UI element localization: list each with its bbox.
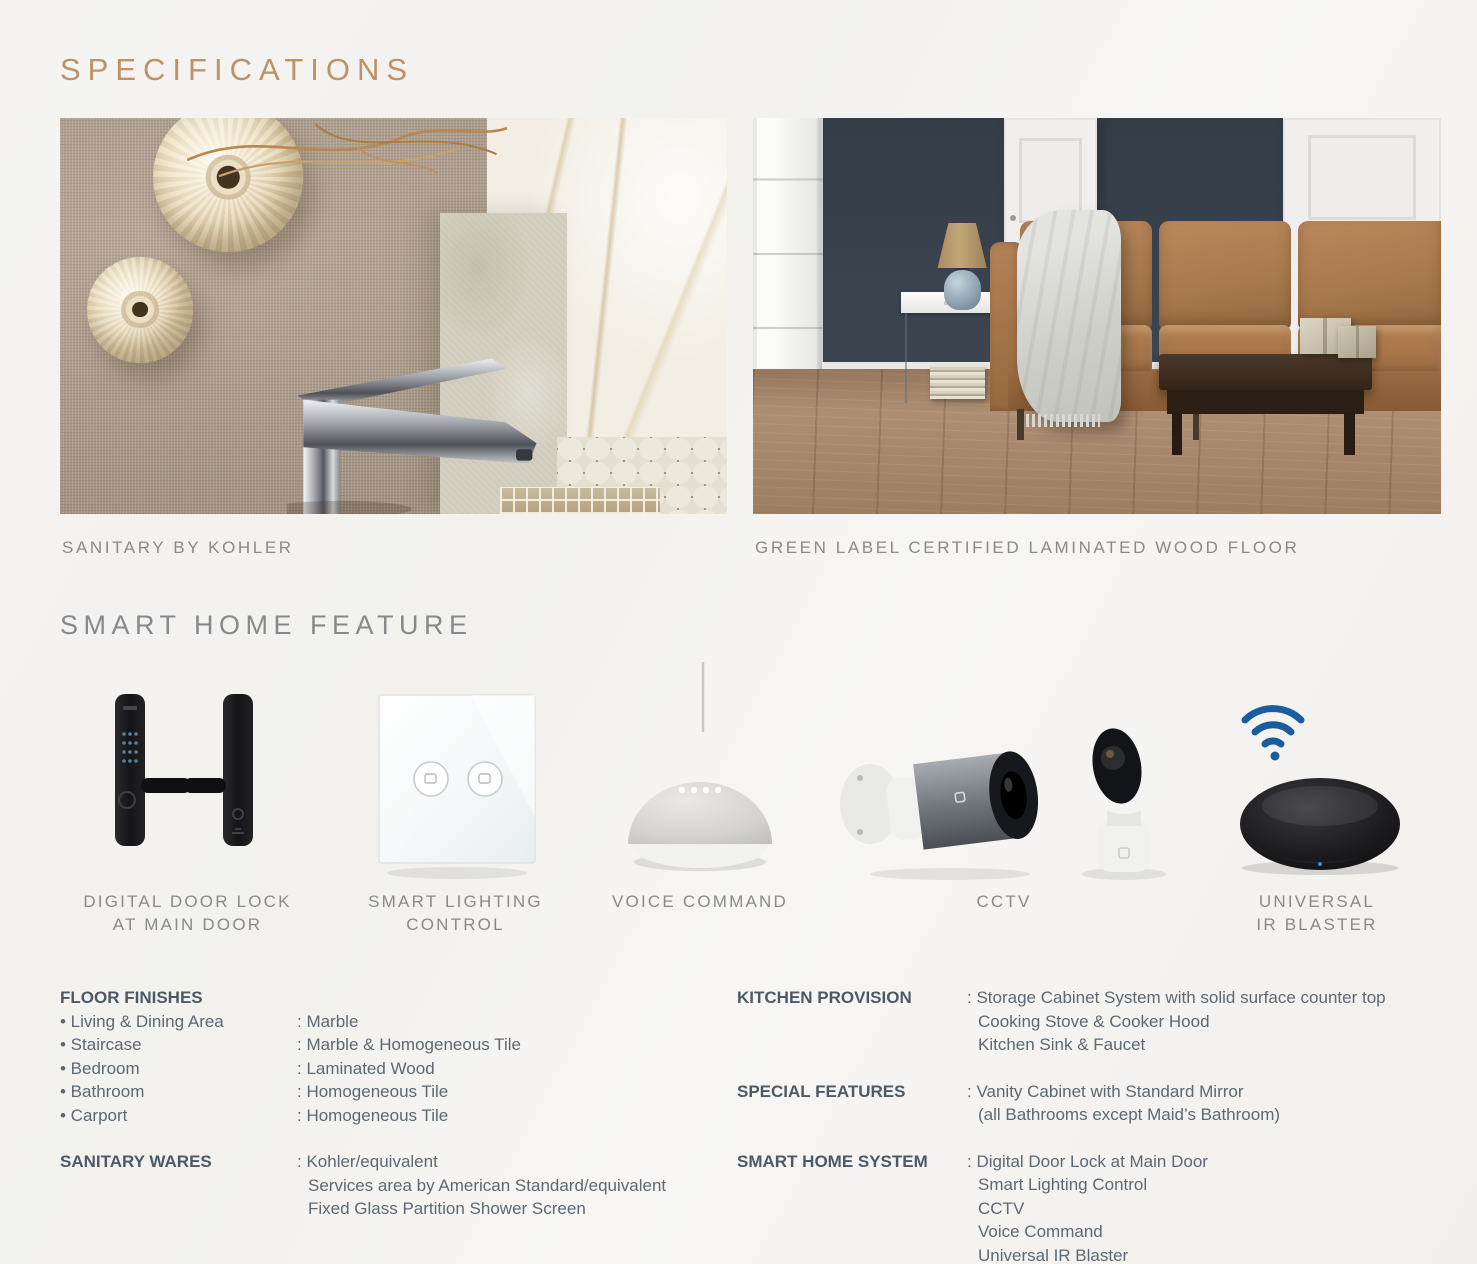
section-heading: FLOOR FINISHES [60,988,203,1007]
spec-line: : Storage Cabinet System with solid surface counter top [967,988,1386,1007]
caption-sanitary: SANITARY BY KOHLER [62,538,294,557]
label-line: VOICE COMMAND [612,892,788,911]
spec-line: : Kohler/equivalent [297,1152,438,1171]
kitchen-provision-section [737,986,1467,1057]
product-label [55,890,320,936]
product-door-lock [55,650,320,936]
door-lock-icon [55,650,320,882]
smart-home-heading: SMART HOME FEATURE [60,610,473,640]
section-heading: SMART HOME SYSTEM [737,1151,928,1171]
light-switch-icon [348,650,563,882]
dome-camera-illustration [1069,702,1179,882]
page-title: SPECIFICATIONS [60,52,415,87]
ir-blaster-illustration [1217,682,1417,882]
product-smart-speaker [585,650,815,913]
special-features-section [737,1080,1467,1127]
spec-line: Voice Command [978,1222,1103,1241]
spec-value: : Homogeneous Tile [297,1105,449,1125]
spec-value: : Marble [297,1011,359,1031]
ceramic-vase-small [87,257,193,363]
spec-line: Cooking Stove & Cooker Hood [978,1011,1210,1031]
label-line: CONTROL [406,915,505,934]
decorative-twigs [187,118,507,193]
spec-line: Smart Lighting Control [978,1175,1148,1194]
smart-speaker-illustration [595,662,805,882]
label-line: SMART LIGHTING [368,892,543,911]
photo-sanitary [60,118,727,514]
door-lock-illustration [63,682,313,882]
spec-value: : Laminated Wood [297,1058,435,1078]
light-switch-illustration [361,687,551,882]
spec-line: : Vanity Cabinet with Standard Mirror [967,1081,1244,1101]
label-line: AT MAIN DOOR [112,915,263,934]
sanitary-wares-section [60,1150,710,1221]
bullet-camera-illustration [830,712,1055,882]
product-label [828,890,1180,913]
section-heading: SPECIAL FEATURES [737,1081,906,1101]
product-label [348,890,563,936]
label-line: CCTV [976,892,1032,911]
spec-line: Kitchen Sink & Faucet [978,1035,1146,1054]
chrome-faucet [287,344,594,514]
spec-line: Universal IR Blaster [978,1245,1129,1264]
section-heading: KITCHEN PROVISION [737,988,912,1007]
section-heading: SANITARY WARES [60,1152,212,1171]
ir-blaster-icon [1212,650,1422,882]
product-cctv [828,650,1180,913]
photo-living-room [753,118,1441,514]
label-line: DIGITAL DOOR LOCK [83,892,292,911]
spec-line: : Digital Door Lock at Main Door [967,1151,1208,1171]
spec-column-left [60,986,710,1244]
floor-finishes-section [60,986,710,1127]
label-line: UNIVERSAL [1258,892,1376,911]
spec-line: Services area by American Standard/equivalent [308,1175,667,1195]
cctv-camera-icon [828,650,1180,882]
product-label [1212,890,1422,936]
spec-lines [967,1080,1467,1127]
spec-line: (all Bathrooms except Maid’s Bathroom) [978,1105,1281,1124]
caption-wood-floor: GREEN LABEL CERTIFIED LAMINATED WOOD FLOOR [755,538,1300,557]
spec-label: • Carport [60,1105,128,1125]
product-light-switch [348,650,563,936]
spec-value: : Marble & Homogeneous Tile [297,1035,521,1054]
smart-home-system-section [737,1150,1467,1264]
spec-value: : Homogeneous Tile [297,1082,449,1101]
product-ir-blaster [1212,650,1422,936]
spec-line: CCTV [978,1198,1025,1218]
spec-label: • Staircase [60,1035,142,1054]
spec-label: • Living & Dining Area [60,1011,224,1031]
smart-speaker-icon [585,650,815,882]
spec-column-right [737,986,1467,1264]
spec-line: Fixed Glass Partition Shower Screen [308,1199,586,1218]
spec-lines [967,986,1467,1057]
wifi-icon [1245,709,1301,744]
spec-lines [967,1150,1467,1264]
product-label [585,890,815,913]
spec-lines [297,1150,710,1221]
photo-vignette [753,118,1441,514]
spec-label: • Bathroom [60,1082,145,1101]
spec-label: • Bedroom [60,1058,140,1078]
label-line: IR BLASTER [1256,915,1378,934]
